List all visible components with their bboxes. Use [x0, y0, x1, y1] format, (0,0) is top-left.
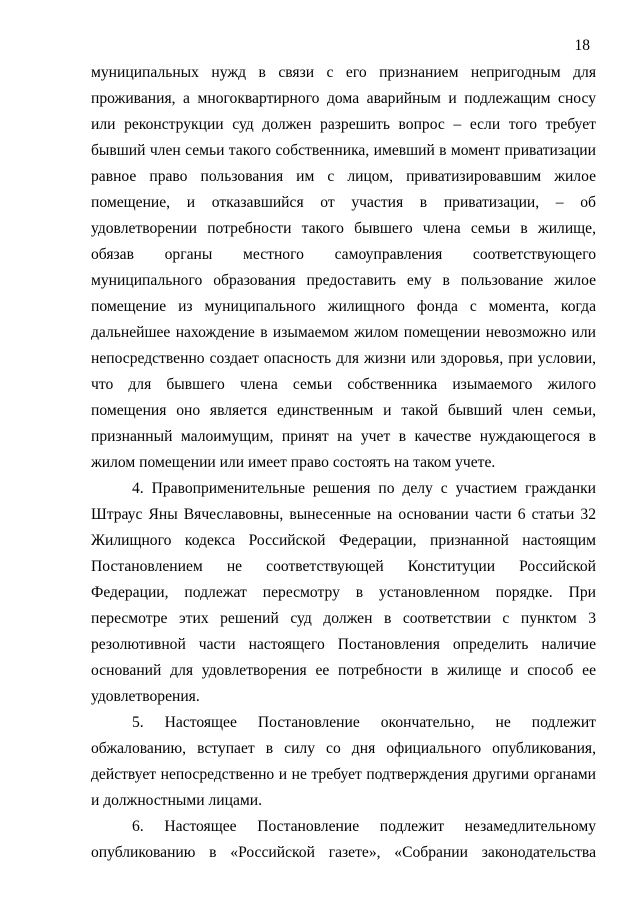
- paragraph-item-4: 4. Правоприменительные решения по делу с участием гражданки Штраус Яны Вячеславовны, вынесенные на основании части 6 статьи 32 Жилищного кодекса Российской Федерации, признанной настоящим Постановлением не соответствующей Конституции Российской Федерации, подлежат пересмотру в установленном порядке. При пересмотре этих решений суд должен в соответствии с пунктом 3 резолютивной части настоящего Постановления определить наличие оснований для удовлетворения ее потребности в жилище и способ ее удовлетворения.: [91, 480, 596, 705]
- paragraph-item-5: 5. Настоящее Постановление окончательно, не подлежит обжалованию, вступает в силу со дня официального опубликования, действует непосредственно и не требует подтверждения другими органами и должностными лицами.: [91, 714, 596, 809]
- document-body: [91, 60, 596, 866]
- paragraph-item-6: 6. Настоящее Постановление подлежит незамедлительному опубликованию в «Российской газете», «Собрании законодательства: [91, 818, 596, 861]
- page-number: 18: [574, 37, 590, 54]
- paragraph-continued: муниципальных нужд в связи с его признанием непригодным для проживания, а многоквартирного дома аварийным и подлежащим сносу или реконструкции суд должен разрешить вопрос – если того требует бывший член семьи такого собственника, имевший в момент приватизации равное право пользования им с лицом, приватизировавшим жилое помещение, и отказавшийся от участия в приватизации, – об удовлетворении потребности такого бывшего члена семьи в жилище, обязав органы местного самоуправления соответствующего муниципального образования предоставить ему в пользование жилое помещение из муниципального жилищного фонда с момента, когда дальнейшее нахождение в изымаемом жилом помещении невозможно или непосредственно создает опасность для жизни или здоровья, при условии, что для бывшего члена семьи собственника изымаемого жилого помещения оно является единственным и такой бывший член семьи, признанный малоимущим, принят на учет в качестве нуждающегося в жилом помещении или имеет право состоять на таком учете.: [91, 64, 596, 471]
